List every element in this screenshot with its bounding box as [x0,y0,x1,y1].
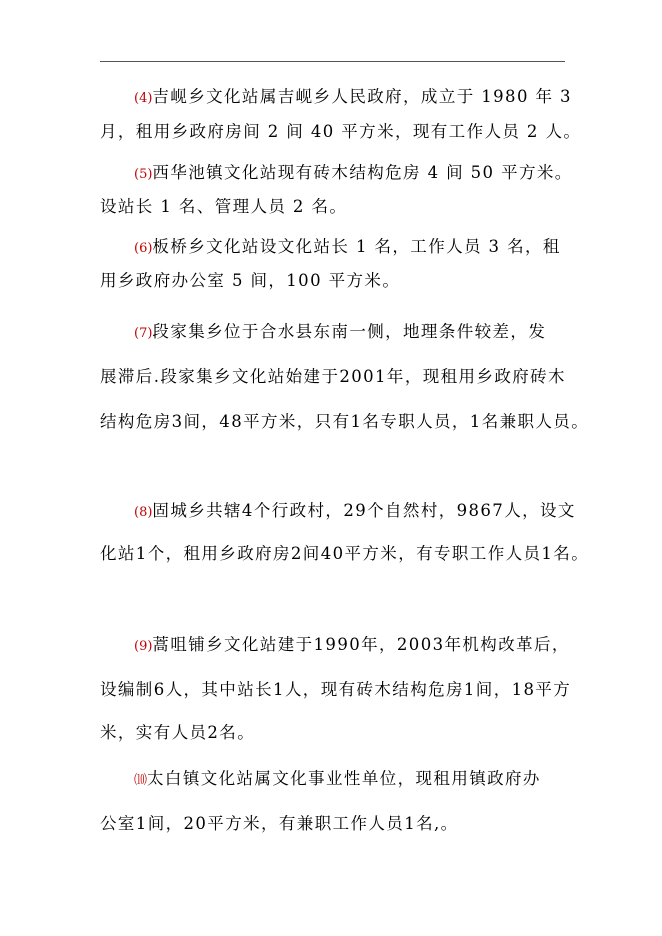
paragraph-7-line-2: 展滞后.段家集乡文化站始建于2001年，现租用乡政府砖木 [100,367,566,386]
paragraph-5-line-1 [134,162,573,186]
item-number: ⑽ [134,773,148,788]
paragraph-8-line-2: 化站1个，租用乡政府房2间40平方米，有专职工作人员1名。 [100,544,590,563]
paragraph-6-line-1 [134,236,561,260]
line-text: 西华池镇文化站现有砖木结构危房 4 间 50 平方米。 [152,163,573,182]
paragraph-5-line-2: 设站长 1 名、管理人员 2 名。 [100,197,348,216]
header-rule [100,61,565,62]
item-number: (7) [134,326,153,341]
paragraph-7-line-3: 结构危房3间，48平方米，只有1名专职人员，1名兼职人员。 [100,412,590,431]
paragraph-4-line-1 [134,86,572,110]
item-number: (6) [134,241,153,256]
line-text: 固城乡共辖4个行政村，29个自然村，9867人，设文 [152,501,576,520]
paragraph-10-line-2: 公室1间，20平方米，有兼职工作人员1名,。 [100,814,459,833]
paragraph-9-line-3: 米，实有人员2名。 [100,723,256,742]
paragraph-4-line-2: 月，租用乡政府房间 2 间 40 平方米，现有工作人员 2 人。 [100,122,582,141]
paragraph-9-line-1 [134,634,570,658]
paragraph-7-line-1 [134,321,546,345]
line-text: 段家集乡位于合水县东南一侧，地理条件较差，发 [152,322,547,341]
paragraph-10-line-1 [134,768,541,792]
item-number: (8) [134,505,153,520]
item-number: (5) [134,167,153,182]
line-text: 板桥乡文化站设文化站长 1 名，工作人员 3 名，租 [152,237,561,256]
paragraph-9-line-2: 设编制6人，其中站长1人，现有砖木结构危房1间，18平方 [100,680,572,699]
paragraph-6-line-2: 用乡政府办公室 5 间，100 平方米。 [100,271,401,290]
item-number: (9) [134,639,153,654]
line-text: 蒿咀铺乡文化站建于1990年，2003年机构改革后， [152,635,570,654]
paragraph-8-line-1 [134,500,576,524]
line-text: 吉岘乡文化站属吉岘乡人民政府，成立于 1980 年 3 [152,87,572,106]
item-number: (4) [134,91,153,106]
line-text: 太白镇文化站属文化事业性单位，现租用镇政府办 [147,769,541,788]
